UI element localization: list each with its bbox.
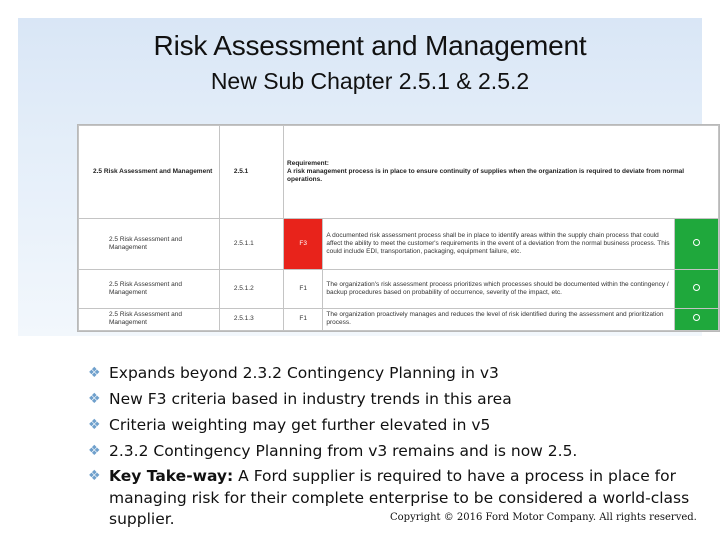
slide-subtitle: New Sub Chapter 2.5.1 & 2.5.2	[210, 68, 530, 94]
list-item	[88, 386, 708, 412]
header-requirement-cell: Requirement: A risk management process is in place to ensure continuity of supplies when the organization is required to deviate from normal operations.	[284, 126, 719, 219]
row-section-cell: 2.5 Risk Assessment and Management	[79, 219, 220, 270]
bullet-text: Criteria weighting may get further elevated in v5	[109, 416, 491, 434]
key-takeaway-text: A Ford supplier is required to have a process in place for managing risk for their complete enterprise to be considered a world-class supplier.	[109, 467, 690, 528]
bullet-text: New F3 criteria based in industry trends in this area	[109, 390, 512, 408]
list-item	[88, 412, 708, 438]
diamond-flower-icon: ❖	[88, 391, 101, 407]
row-criteria-cell: F1	[284, 270, 323, 309]
requirements-table-image	[77, 124, 720, 332]
row-code-cell: 2.5.1.2	[219, 270, 283, 309]
row-code-cell: 2.5.1.1	[219, 219, 283, 270]
list-item	[88, 360, 708, 386]
table-row	[79, 219, 719, 270]
bullet-list	[88, 360, 708, 531]
row-status-cell	[675, 219, 719, 270]
row-description-cell: A documented risk assessment process shall be in place to identify areas within the supply chain process that could affect the ability to meet the customer's requirements in the event of a deviation from the normal business process. This could include EDI, transportation, packaging, equipment failure, etc.	[323, 219, 675, 270]
status-ring-icon	[693, 314, 700, 321]
row-status-cell	[675, 270, 719, 309]
diamond-flower-icon: ❖	[88, 417, 101, 433]
diamond-flower-icon: ❖	[88, 365, 101, 381]
row-status-cell	[675, 308, 719, 330]
header-code-cell: 2.5.1	[219, 126, 283, 219]
bullet-text: Expands beyond 2.3.2 Contingency Planning in v3	[109, 364, 499, 382]
row-criteria-cell: F3	[284, 219, 323, 270]
diamond-flower-icon: ❖	[88, 468, 101, 484]
row-section-cell: 2.5 Risk Assessment and Management	[79, 308, 220, 330]
table-row	[79, 270, 719, 309]
status-ring-icon	[693, 284, 700, 291]
slide-title: Risk Assessment and Management	[153, 30, 587, 61]
bullet-text: 2.3.2 Contingency Planning from v3 remains and is now 2.5.	[109, 442, 578, 460]
key-takeaway-label: Key Take-way:	[109, 467, 234, 485]
status-ring-icon	[693, 239, 700, 246]
table-row	[79, 308, 719, 330]
row-section-cell: 2.5 Risk Assessment and Management	[79, 270, 220, 309]
diamond-flower-icon: ❖	[88, 443, 101, 459]
row-description-cell: The organization proactively manages and reduces the level of risk identified during the assessment and prioritization process.	[323, 308, 675, 330]
header-section-cell: 2.5 Risk Assessment and Management	[79, 126, 220, 219]
table-header-row	[79, 126, 719, 219]
row-description-cell: The organization's risk assessment process prioritizes which processes should be documented within the contingency / backup procedures based on probability of occurrence, severity of the impact, etc.	[323, 270, 675, 309]
requirements-table	[78, 125, 719, 331]
copyright-notice: Copyright © 2016 Ford Motor Company. All rights reserved.	[390, 512, 697, 523]
list-item	[88, 438, 708, 464]
row-code-cell: 2.5.1.3	[219, 308, 283, 330]
row-criteria-cell: F1	[284, 308, 323, 330]
